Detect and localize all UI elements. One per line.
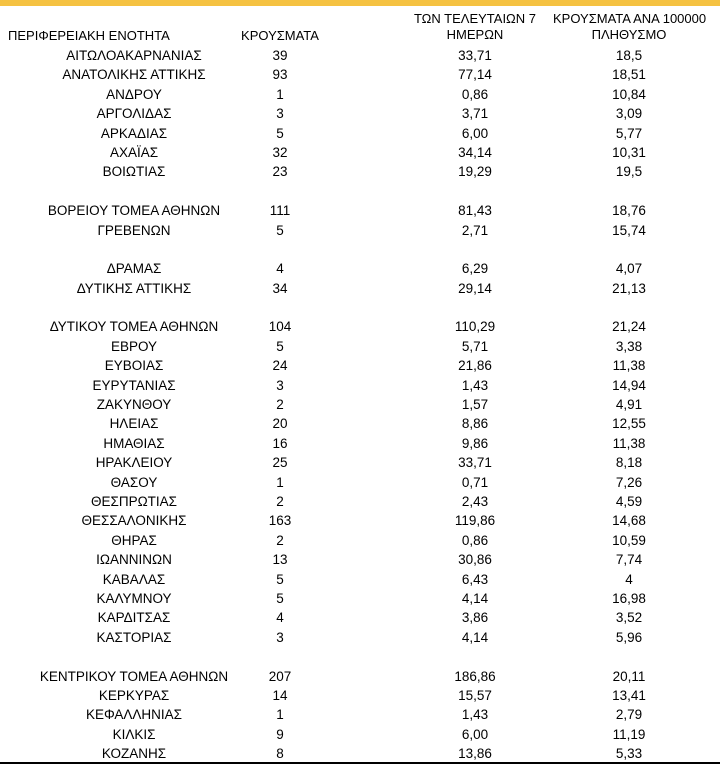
table-row bbox=[0, 65, 720, 84]
cell-region: ΒΟΡΕΙΟΥ ΤΟΜΕΑ ΑΘΗΝΩΝ bbox=[47, 203, 221, 219]
table-row bbox=[0, 356, 720, 375]
cell-per-100000: 21,24 bbox=[612, 319, 646, 335]
cell-seven-days: 3,71 bbox=[461, 106, 489, 122]
cell-seven-days: 34,14 bbox=[458, 144, 492, 160]
cell-cases: 8 bbox=[276, 746, 284, 762]
cell-cases: 5 bbox=[276, 222, 284, 238]
cell-region: ΚΕΦΑΛΛΗΝΙΑΣ bbox=[85, 707, 183, 723]
cell-cases: 93 bbox=[272, 67, 288, 83]
cell-region: ΔΡΑΜΑΣ bbox=[106, 261, 162, 277]
table-row bbox=[0, 725, 720, 744]
cell-seven-days: 15,57 bbox=[458, 687, 492, 703]
cell-seven-days: 2,71 bbox=[461, 222, 489, 238]
cell-cases: 163 bbox=[268, 513, 292, 529]
cell-seven-days: 9,86 bbox=[461, 435, 489, 451]
spacer-row bbox=[0, 298, 720, 317]
table-row bbox=[0, 85, 720, 104]
cell-cases: 3 bbox=[276, 377, 284, 393]
cell-cases: 34 bbox=[272, 280, 288, 296]
spacer-row bbox=[0, 647, 720, 666]
cell-seven-days: 29,14 bbox=[458, 280, 492, 296]
cell-cases: 3 bbox=[276, 629, 284, 645]
cell-region: ΕΥΡΥΤΑΝΙΑΣ bbox=[92, 377, 176, 393]
cell-cases: 104 bbox=[268, 319, 292, 335]
table-row bbox=[0, 414, 720, 433]
cell-region: ΑΧΑΪΑΣ bbox=[109, 144, 159, 160]
header-per-line1: ΚΡΟΥΣΜΑΤΑ ΑΝΑ 100000 bbox=[553, 11, 707, 26]
cell-cases: 20 bbox=[272, 416, 288, 432]
cell-per-100000: 14,94 bbox=[612, 377, 646, 393]
cell-region: ΙΩΑΝΝΙΝΩΝ bbox=[96, 552, 172, 568]
table-row bbox=[0, 124, 720, 143]
cell-region: ΑΡΚΑΔΙΑΣ bbox=[100, 125, 168, 141]
cell-seven-days: 186,86 bbox=[454, 668, 496, 684]
cell-per-100000: 3,09 bbox=[615, 106, 643, 122]
cell-region: ΗΜΑΘΙΑΣ bbox=[103, 435, 165, 451]
cell-region: ΚΕΡΚΥΡΑΣ bbox=[98, 687, 170, 703]
header-seven-line2: ΗΜΕΡΩΝ bbox=[446, 27, 504, 42]
table-body bbox=[0, 46, 720, 763]
cell-seven-days: 0,86 bbox=[461, 86, 489, 102]
cell-seven-days: 6,29 bbox=[461, 261, 489, 277]
header-per-100000 bbox=[553, 11, 705, 43]
cell-per-100000: 4,07 bbox=[615, 261, 643, 277]
cell-per-100000: 5,33 bbox=[615, 746, 643, 762]
cell-per-100000: 4,91 bbox=[615, 397, 643, 413]
cell-cases: 1 bbox=[276, 707, 284, 723]
header-seven-line1: ΤΩΝ ΤΕΛΕΥΤΑΙΩΝ 7 bbox=[413, 11, 537, 26]
cell-seven-days: 6,43 bbox=[461, 571, 489, 587]
cell-per-100000: 11,38 bbox=[612, 435, 646, 451]
table-row bbox=[0, 104, 720, 123]
cell-cases: 2 bbox=[276, 397, 284, 413]
header-seven-days bbox=[410, 11, 540, 43]
cell-seven-days: 0,86 bbox=[461, 532, 489, 548]
cell-region: ΗΛΕΙΑΣ bbox=[109, 416, 159, 432]
cell-per-100000: 7,74 bbox=[615, 552, 643, 568]
table-row bbox=[0, 589, 720, 608]
cell-per-100000: 19,5 bbox=[615, 164, 643, 180]
cell-seven-days: 110,29 bbox=[454, 319, 496, 335]
cell-region: ΖΑΚΥΝΘΟΥ bbox=[96, 397, 172, 413]
cell-region: ΚΟΖΑΝΗΣ bbox=[101, 746, 167, 762]
cell-per-100000: 10,84 bbox=[612, 86, 646, 102]
table-row bbox=[0, 434, 720, 453]
cell-cases: 5 bbox=[276, 125, 284, 141]
cell-cases: 5 bbox=[276, 571, 284, 587]
table-row bbox=[0, 46, 720, 65]
cell-cases: 3 bbox=[276, 106, 284, 122]
table-row bbox=[0, 395, 720, 414]
cell-cases: 5 bbox=[276, 590, 284, 606]
cell-cases: 32 bbox=[272, 144, 288, 160]
cell-region: ΒΟΙΩΤΙΑΣ bbox=[102, 164, 166, 180]
cell-cases: 4 bbox=[276, 610, 284, 626]
cell-region: ΔΥΤΙΚΗΣ ΑΤΤΙΚΗΣ bbox=[76, 280, 192, 296]
cell-seven-days: 1,57 bbox=[461, 397, 489, 413]
cell-cases: 1 bbox=[276, 86, 284, 102]
cell-per-100000: 7,26 bbox=[615, 474, 643, 490]
cell-per-100000: 13,41 bbox=[612, 687, 646, 703]
table-row bbox=[0, 473, 720, 492]
cell-region: ΘΑΣΟΥ bbox=[110, 474, 158, 490]
table-row bbox=[0, 453, 720, 472]
cell-cases: 1 bbox=[276, 474, 284, 490]
cell-seven-days: 19,29 bbox=[458, 164, 492, 180]
table-row bbox=[0, 628, 720, 647]
cell-cases: 4 bbox=[276, 261, 284, 277]
cell-cases: 24 bbox=[272, 358, 288, 374]
table-bottom-border bbox=[0, 762, 720, 764]
cell-per-100000: 5,96 bbox=[615, 629, 643, 645]
table-row bbox=[0, 608, 720, 627]
cell-region: ΘΕΣΣΑΛΟΝΙΚΗΣ bbox=[81, 513, 187, 529]
table-row bbox=[0, 686, 720, 705]
cell-seven-days: 1,43 bbox=[461, 707, 489, 723]
cell-per-100000: 14,68 bbox=[612, 513, 646, 529]
cell-cases: 25 bbox=[272, 455, 288, 471]
cell-per-100000: 3,38 bbox=[615, 338, 643, 354]
cell-region: ΔΥΤΙΚΟΥ ΤΟΜΕΑ ΑΘΗΝΩΝ bbox=[49, 319, 219, 335]
table-row bbox=[0, 221, 720, 240]
table-row bbox=[0, 259, 720, 278]
cell-seven-days: 5,71 bbox=[461, 338, 489, 354]
table-row bbox=[0, 744, 720, 763]
cell-region: ΚΑΣΤΟΡΙΑΣ bbox=[96, 629, 172, 645]
cell-per-100000: 18,51 bbox=[612, 67, 646, 83]
cell-region: ΓΡΕΒΕΝΩΝ bbox=[97, 222, 171, 238]
cell-cases: 16 bbox=[272, 435, 288, 451]
table-row bbox=[0, 279, 720, 298]
cell-per-100000: 15,74 bbox=[612, 222, 646, 238]
cell-per-100000: 11,38 bbox=[612, 358, 646, 374]
cell-seven-days: 33,71 bbox=[458, 48, 492, 63]
cell-cases: 23 bbox=[272, 164, 288, 180]
cell-seven-days: 13,86 bbox=[458, 746, 492, 762]
cell-per-100000: 10,31 bbox=[612, 144, 646, 160]
header-cases: ΚΡΟΥΣΜΑΤΑ bbox=[241, 28, 319, 43]
cell-per-100000: 10,59 bbox=[612, 532, 646, 548]
header-per-line2: ΠΛΗΘΥΣΜΟ bbox=[591, 27, 667, 42]
cell-region: ΑΙΤΩΛΟΑΚΑΡΝΑΝΙΑΣ bbox=[66, 48, 202, 63]
cell-seven-days: 2,43 bbox=[461, 493, 489, 509]
cell-per-100000: 4 bbox=[625, 571, 633, 587]
cell-cases: 111 bbox=[269, 203, 291, 219]
cell-seven-days: 21,86 bbox=[458, 358, 492, 374]
cell-per-100000: 18,5 bbox=[615, 48, 643, 63]
table-row bbox=[0, 201, 720, 220]
cell-seven-days: 4,14 bbox=[461, 590, 489, 606]
cell-seven-days: 4,14 bbox=[461, 629, 489, 645]
cell-cases: 14 bbox=[272, 687, 288, 703]
cell-region: ΕΒΡΟΥ bbox=[110, 338, 158, 354]
cell-region: ΕΥΒΟΙΑΣ bbox=[104, 358, 164, 374]
table-row bbox=[0, 162, 720, 181]
cell-region: ΘΗΡΑΣ bbox=[111, 532, 157, 548]
cell-region: ΗΡΑΚΛΕΙΟΥ bbox=[95, 455, 173, 471]
cell-cases: 5 bbox=[276, 338, 284, 354]
cell-seven-days: 0,71 bbox=[461, 474, 489, 490]
table-row bbox=[0, 492, 720, 511]
cell-per-100000: 21,13 bbox=[612, 280, 646, 296]
cell-region: ΑΝΔΡΟΥ bbox=[106, 86, 162, 102]
cell-seven-days: 3,86 bbox=[461, 610, 489, 626]
table-row bbox=[0, 337, 720, 356]
cell-per-100000: 12,55 bbox=[612, 416, 646, 432]
cell-region: ΚΑΡΔΙΤΣΑΣ bbox=[97, 610, 171, 626]
cell-region: ΚΕΝΤΡΙΚΟΥ ΤΟΜΕΑ ΑΘΗΝΩΝ bbox=[39, 668, 229, 684]
cell-per-100000: 11,19 bbox=[612, 726, 646, 742]
spacer-row bbox=[0, 240, 720, 259]
table-row bbox=[0, 143, 720, 162]
cell-region: ΑΝΑΤΟΛΙΚΗΣ ΑΤΤΙΚΗΣ bbox=[62, 67, 206, 83]
table-row bbox=[0, 317, 720, 336]
cell-seven-days: 30,86 bbox=[458, 552, 492, 568]
table-row bbox=[0, 570, 720, 589]
cell-per-100000: 3,52 bbox=[615, 610, 643, 626]
table-row bbox=[0, 531, 720, 550]
cell-region: ΚΑΛΥΜΝΟΥ bbox=[96, 590, 172, 606]
cell-cases: 9 bbox=[276, 726, 284, 742]
table-row bbox=[0, 550, 720, 569]
table-row bbox=[0, 511, 720, 530]
cell-cases: 13 bbox=[272, 552, 288, 568]
cell-region: ΘΕΣΠΡΩΤΙΑΣ bbox=[90, 493, 178, 509]
table-header bbox=[0, 0, 720, 46]
cell-seven-days: 81,43 bbox=[458, 203, 492, 219]
cell-cases: 39 bbox=[272, 48, 288, 63]
table-row bbox=[0, 376, 720, 395]
cell-seven-days: 33,71 bbox=[458, 455, 492, 471]
cell-region: ΚΙΛΚΙΣ bbox=[112, 726, 156, 742]
table-row bbox=[0, 705, 720, 724]
cell-region: ΑΡΓΟΛΙΔΑΣ bbox=[96, 106, 172, 122]
cell-per-100000: 18,76 bbox=[612, 203, 646, 219]
cell-seven-days: 119,86 bbox=[454, 513, 496, 529]
cell-cases: 2 bbox=[276, 532, 284, 548]
cell-seven-days: 6,00 bbox=[461, 125, 489, 141]
cell-cases: 207 bbox=[268, 668, 292, 684]
cell-per-100000: 20,11 bbox=[612, 668, 646, 684]
cell-seven-days: 77,14 bbox=[458, 67, 492, 83]
cell-per-100000: 5,77 bbox=[615, 125, 643, 141]
cell-per-100000: 4,59 bbox=[615, 493, 643, 509]
header-region: ΠΕΡΙΦΕΡΕΙΑΚΗ ΕΝΟΤΗΤΑ bbox=[8, 28, 170, 43]
spacer-row bbox=[0, 182, 720, 201]
table-row bbox=[0, 667, 720, 686]
cell-region: ΚΑΒΑΛΑΣ bbox=[102, 571, 166, 587]
cell-per-100000: 2,79 bbox=[615, 707, 643, 723]
cell-per-100000: 16,98 bbox=[612, 590, 646, 606]
cell-seven-days: 6,00 bbox=[461, 726, 489, 742]
cell-cases: 2 bbox=[276, 493, 284, 509]
cell-seven-days: 8,86 bbox=[461, 416, 489, 432]
cell-seven-days: 1,43 bbox=[461, 377, 489, 393]
cell-per-100000: 8,18 bbox=[615, 455, 643, 471]
